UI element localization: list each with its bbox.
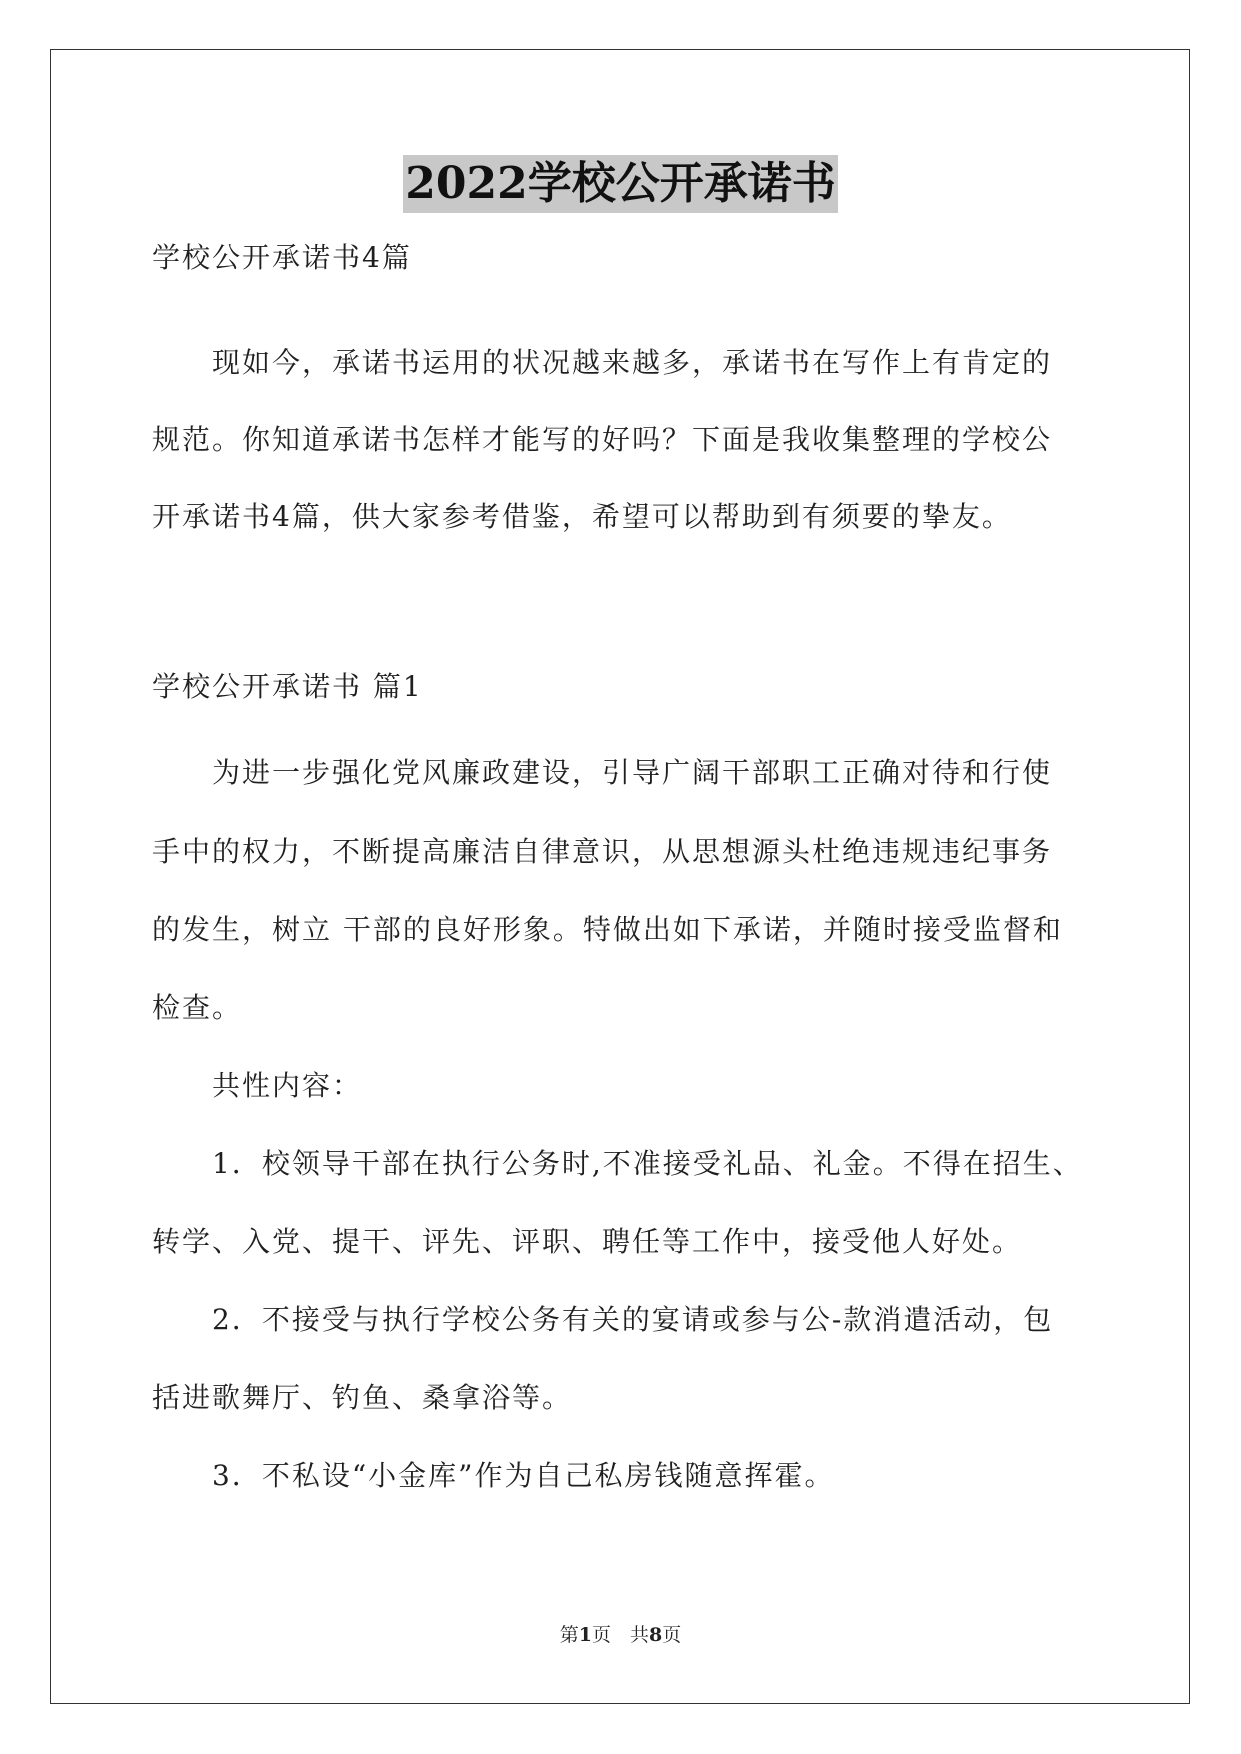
item-line-2: 转学、入党、提干、评先、评职、聘任等工作中，接受他人好处。 <box>152 1225 1023 1258</box>
footer-page-suffix: 页 <box>662 1624 682 1646</box>
document-subtitle: 学校公开承诺书4篇 <box>152 241 412 274</box>
page-footer <box>0 1620 1241 1647</box>
item-line-3: 2．不接受与执行学校公务有关的宴请或参与公-款消遣活动，包 <box>212 1303 1054 1336</box>
footer-page-total: 8 <box>649 1624 663 1646</box>
item-line-1: 1．校领导干部在执行公务时,不准接受礼品、礼金。不得在招生、 <box>212 1147 1083 1180</box>
intro-line-1: 现如今，承诺书运用的状况越来越多，承诺书在写作上有肯定的 <box>212 346 1053 379</box>
item-line-5: 3．不私设“小金库”作为自己私房钱随意挥霍。 <box>212 1459 835 1492</box>
section1-heading: 学校公开承诺书 篇1 <box>152 670 423 703</box>
common-heading: 共性内容： <box>212 1069 363 1102</box>
intro-line-2: 规范。你知道承诺书怎样才能写的好吗？下面是我收集整理的学校公 <box>152 423 1053 456</box>
intro-line-3: 开承诺书4篇，供大家参考借鉴，希望可以帮助到有须要的挚友。 <box>152 500 1012 533</box>
footer-page-current: 1 <box>578 1624 592 1646</box>
section1-line-1: 为进一步强化党风廉政建设，引导广阔干部职工正确对待和行使 <box>212 756 1053 789</box>
document-title: 2022学校公开承诺书 <box>403 155 837 213</box>
section1-line-3: 的发生，树立 干部的良好形象。特做出如下承诺，并随时接受监督和 <box>152 913 1063 946</box>
footer-page-prefix: 第 <box>559 1624 579 1646</box>
title-container <box>0 155 1241 213</box>
section1-line-2: 手中的权力，不断提高廉洁自律意识，从思想源头杜绝违规违纪事务 <box>152 835 1053 868</box>
item-line-4: 括进歌舞厅、钓鱼、桑拿浴等。 <box>152 1381 573 1414</box>
footer-page-mid: 页 共 <box>591 1624 649 1646</box>
section1-line-4: 检查。 <box>152 991 243 1024</box>
